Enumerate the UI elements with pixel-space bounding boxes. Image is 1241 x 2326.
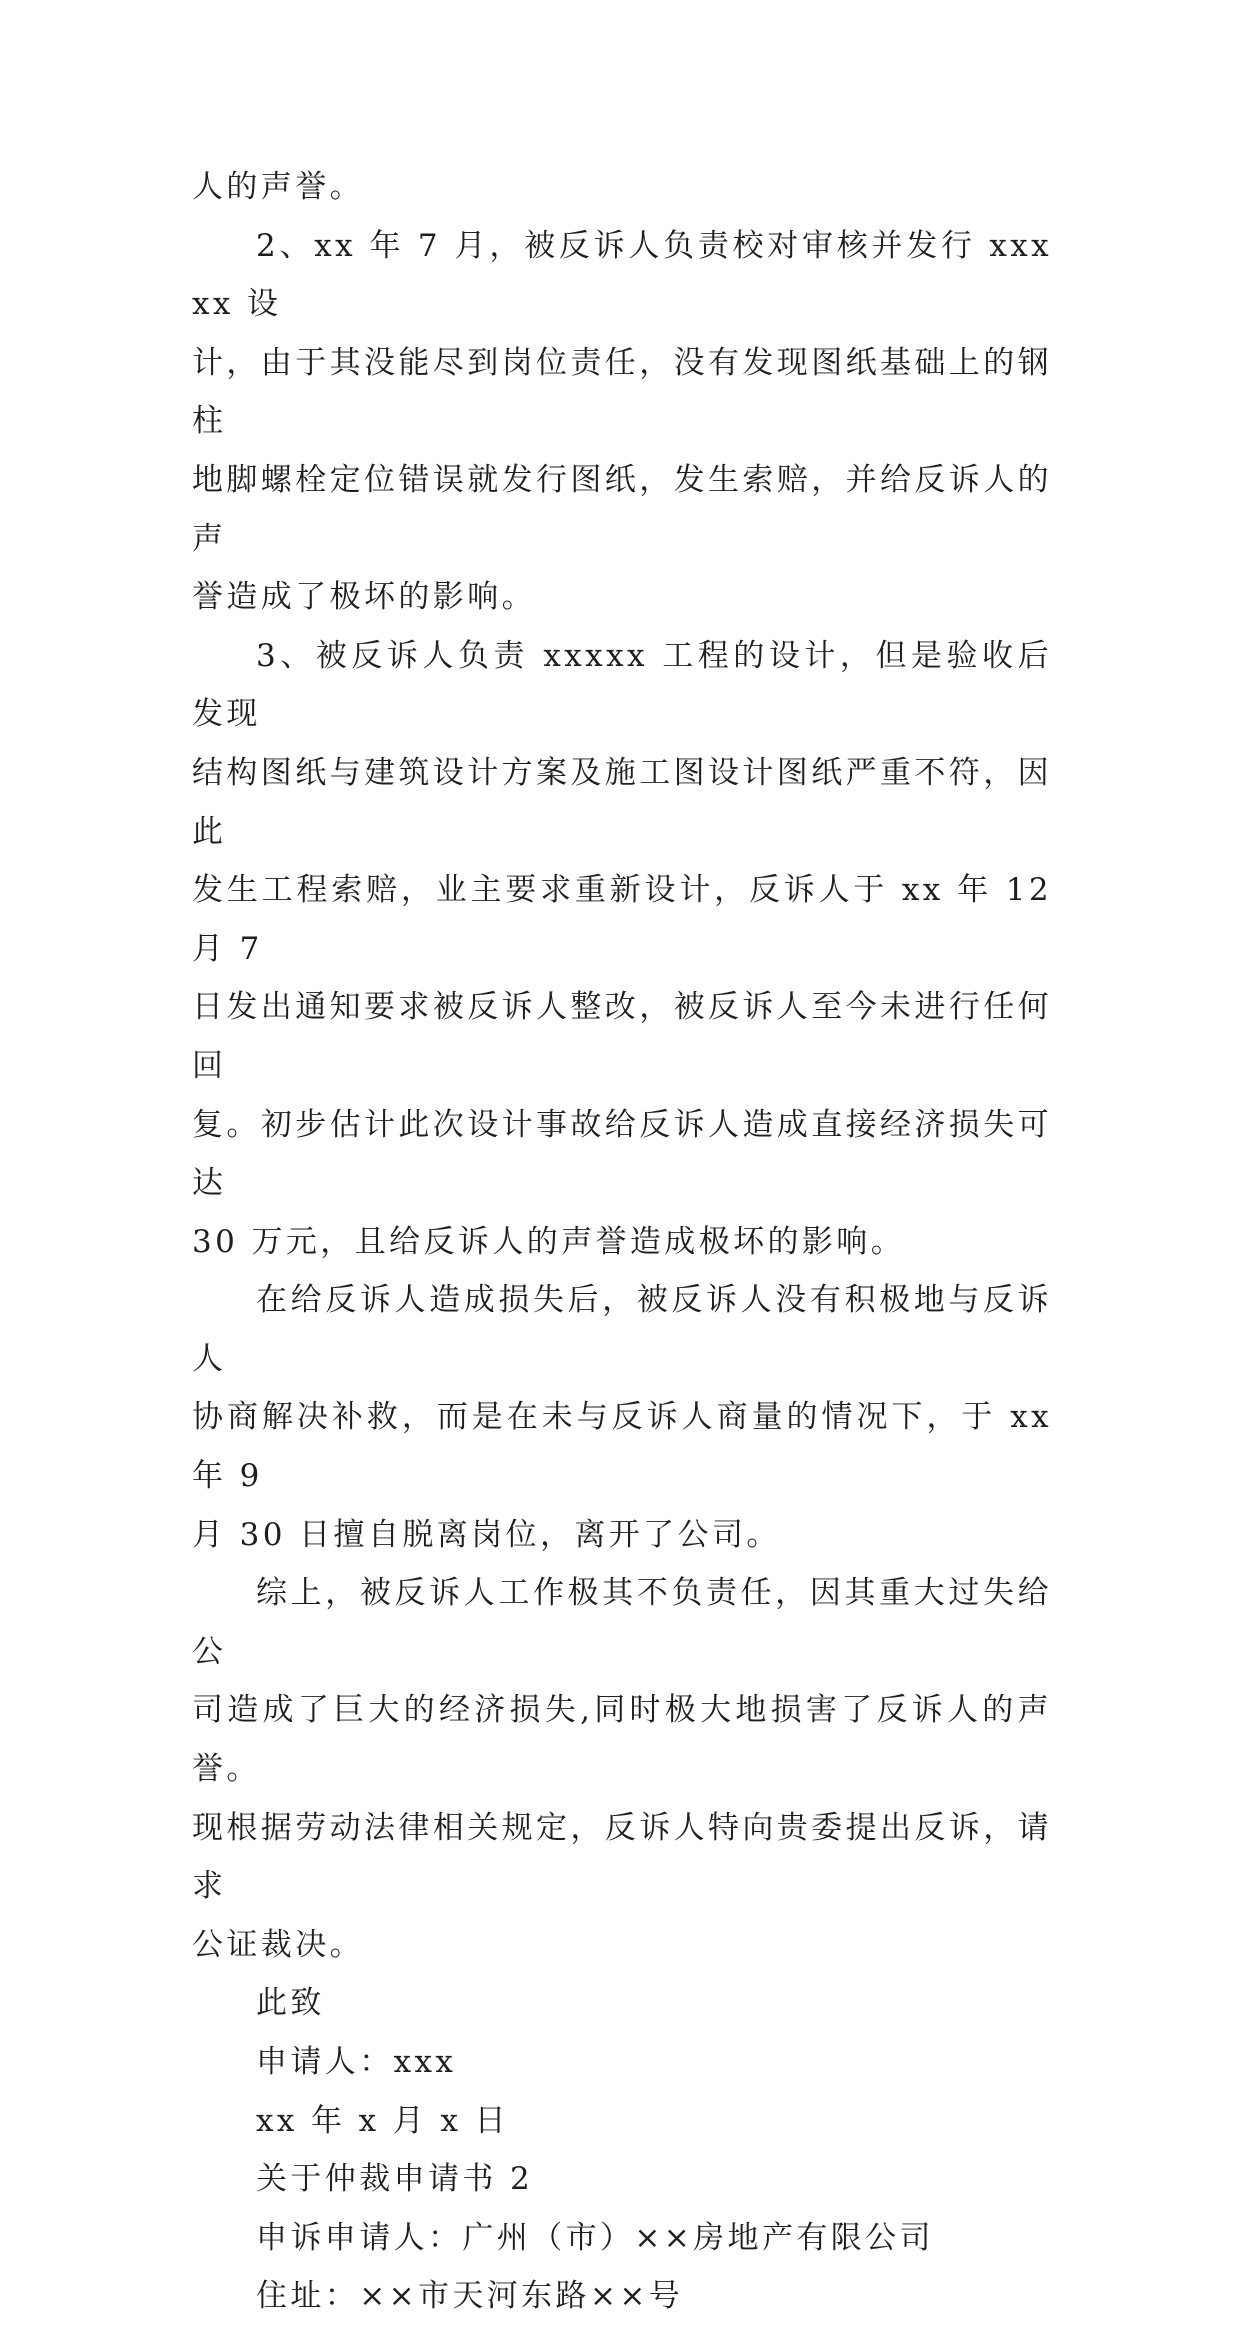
address-line: 住址：××市天河东路××号 [256, 2278, 684, 2315]
section-title: 关于仲裁申请书 2 [256, 2161, 534, 2198]
closing-salutation: 此致 [256, 1985, 325, 2022]
paragraph-summary [192, 1564, 1052, 1974]
text-line: 发生工程索赔，业主要求重新设计，反诉人于 xx 年 12 月 7 [192, 872, 1066, 967]
applicant-line: 申诉申请人：广州（市）××房地产有限公司 [256, 2219, 934, 2256]
text-line: 复。初步估计此次设计事故给反诉人造成直接经济损失可达 [192, 1106, 1052, 1202]
paragraph-continuation [192, 158, 1052, 217]
closing-date: xx 年 x 月 x 日 [256, 2102, 510, 2139]
text-line: 现根据劳动法律相关规定，反诉人特向贵委提出反诉，请求 [192, 1809, 1052, 1905]
text-line: 结构图纸与建筑设计方案及施工图设计图纸严重不符，因此 [192, 754, 1052, 850]
document-body [192, 158, 1066, 2326]
closing-applicant: 申请人：xxx [256, 2044, 457, 2080]
text-line: 人的声誉。 [192, 169, 364, 205]
text-line: 综上，被反诉人工作极其不负责任，因其重大过失给公 [192, 1575, 1052, 1670]
text-line: 2、xx 年 7 月，被反诉人负责校对审核并发行 xxxxx 设 [192, 227, 1052, 323]
text-line: 协商解决补救，而是在未与反诉人商量的情况下，于 xx 年 9 [192, 1399, 1066, 1495]
paragraph-item-2 [192, 217, 1052, 627]
text-line: 日发出通知要求被反诉人整改，被反诉人至今未进行任何回 [192, 989, 1052, 1084]
text-line: 30 万元，且给反诉人的声誉造成极坏的影响。 [192, 1223, 906, 1260]
text-line: 月 30 日擅自脱离岗位，离开了公司。 [192, 1516, 781, 1553]
text-line: 计，由于其没能尽到岗位责任，没有发现图纸基础上的钢柱 [192, 344, 1052, 440]
text-line: 司造成了巨大的经济损失,同时极大地损害了反诉人的声誉。 [192, 1692, 1052, 1788]
text-line: 3、被反诉人负责 xxxxx 工程的设计，但是验收后发现 [192, 637, 1052, 733]
text-line: 在给反诉人造成损失后，被反诉人没有积极地与反诉人 [192, 1282, 1052, 1377]
text-line: 地脚螺栓定位错误就发行图纸，发生索赔，并给反诉人的声 [192, 461, 1052, 557]
paragraph-after-loss [192, 1271, 1066, 1564]
text-line: 公证裁决。 [192, 1926, 364, 1963]
paragraph-item-3 [192, 627, 1066, 1272]
text-line: 誉造成了极坏的影响。 [192, 579, 536, 616]
